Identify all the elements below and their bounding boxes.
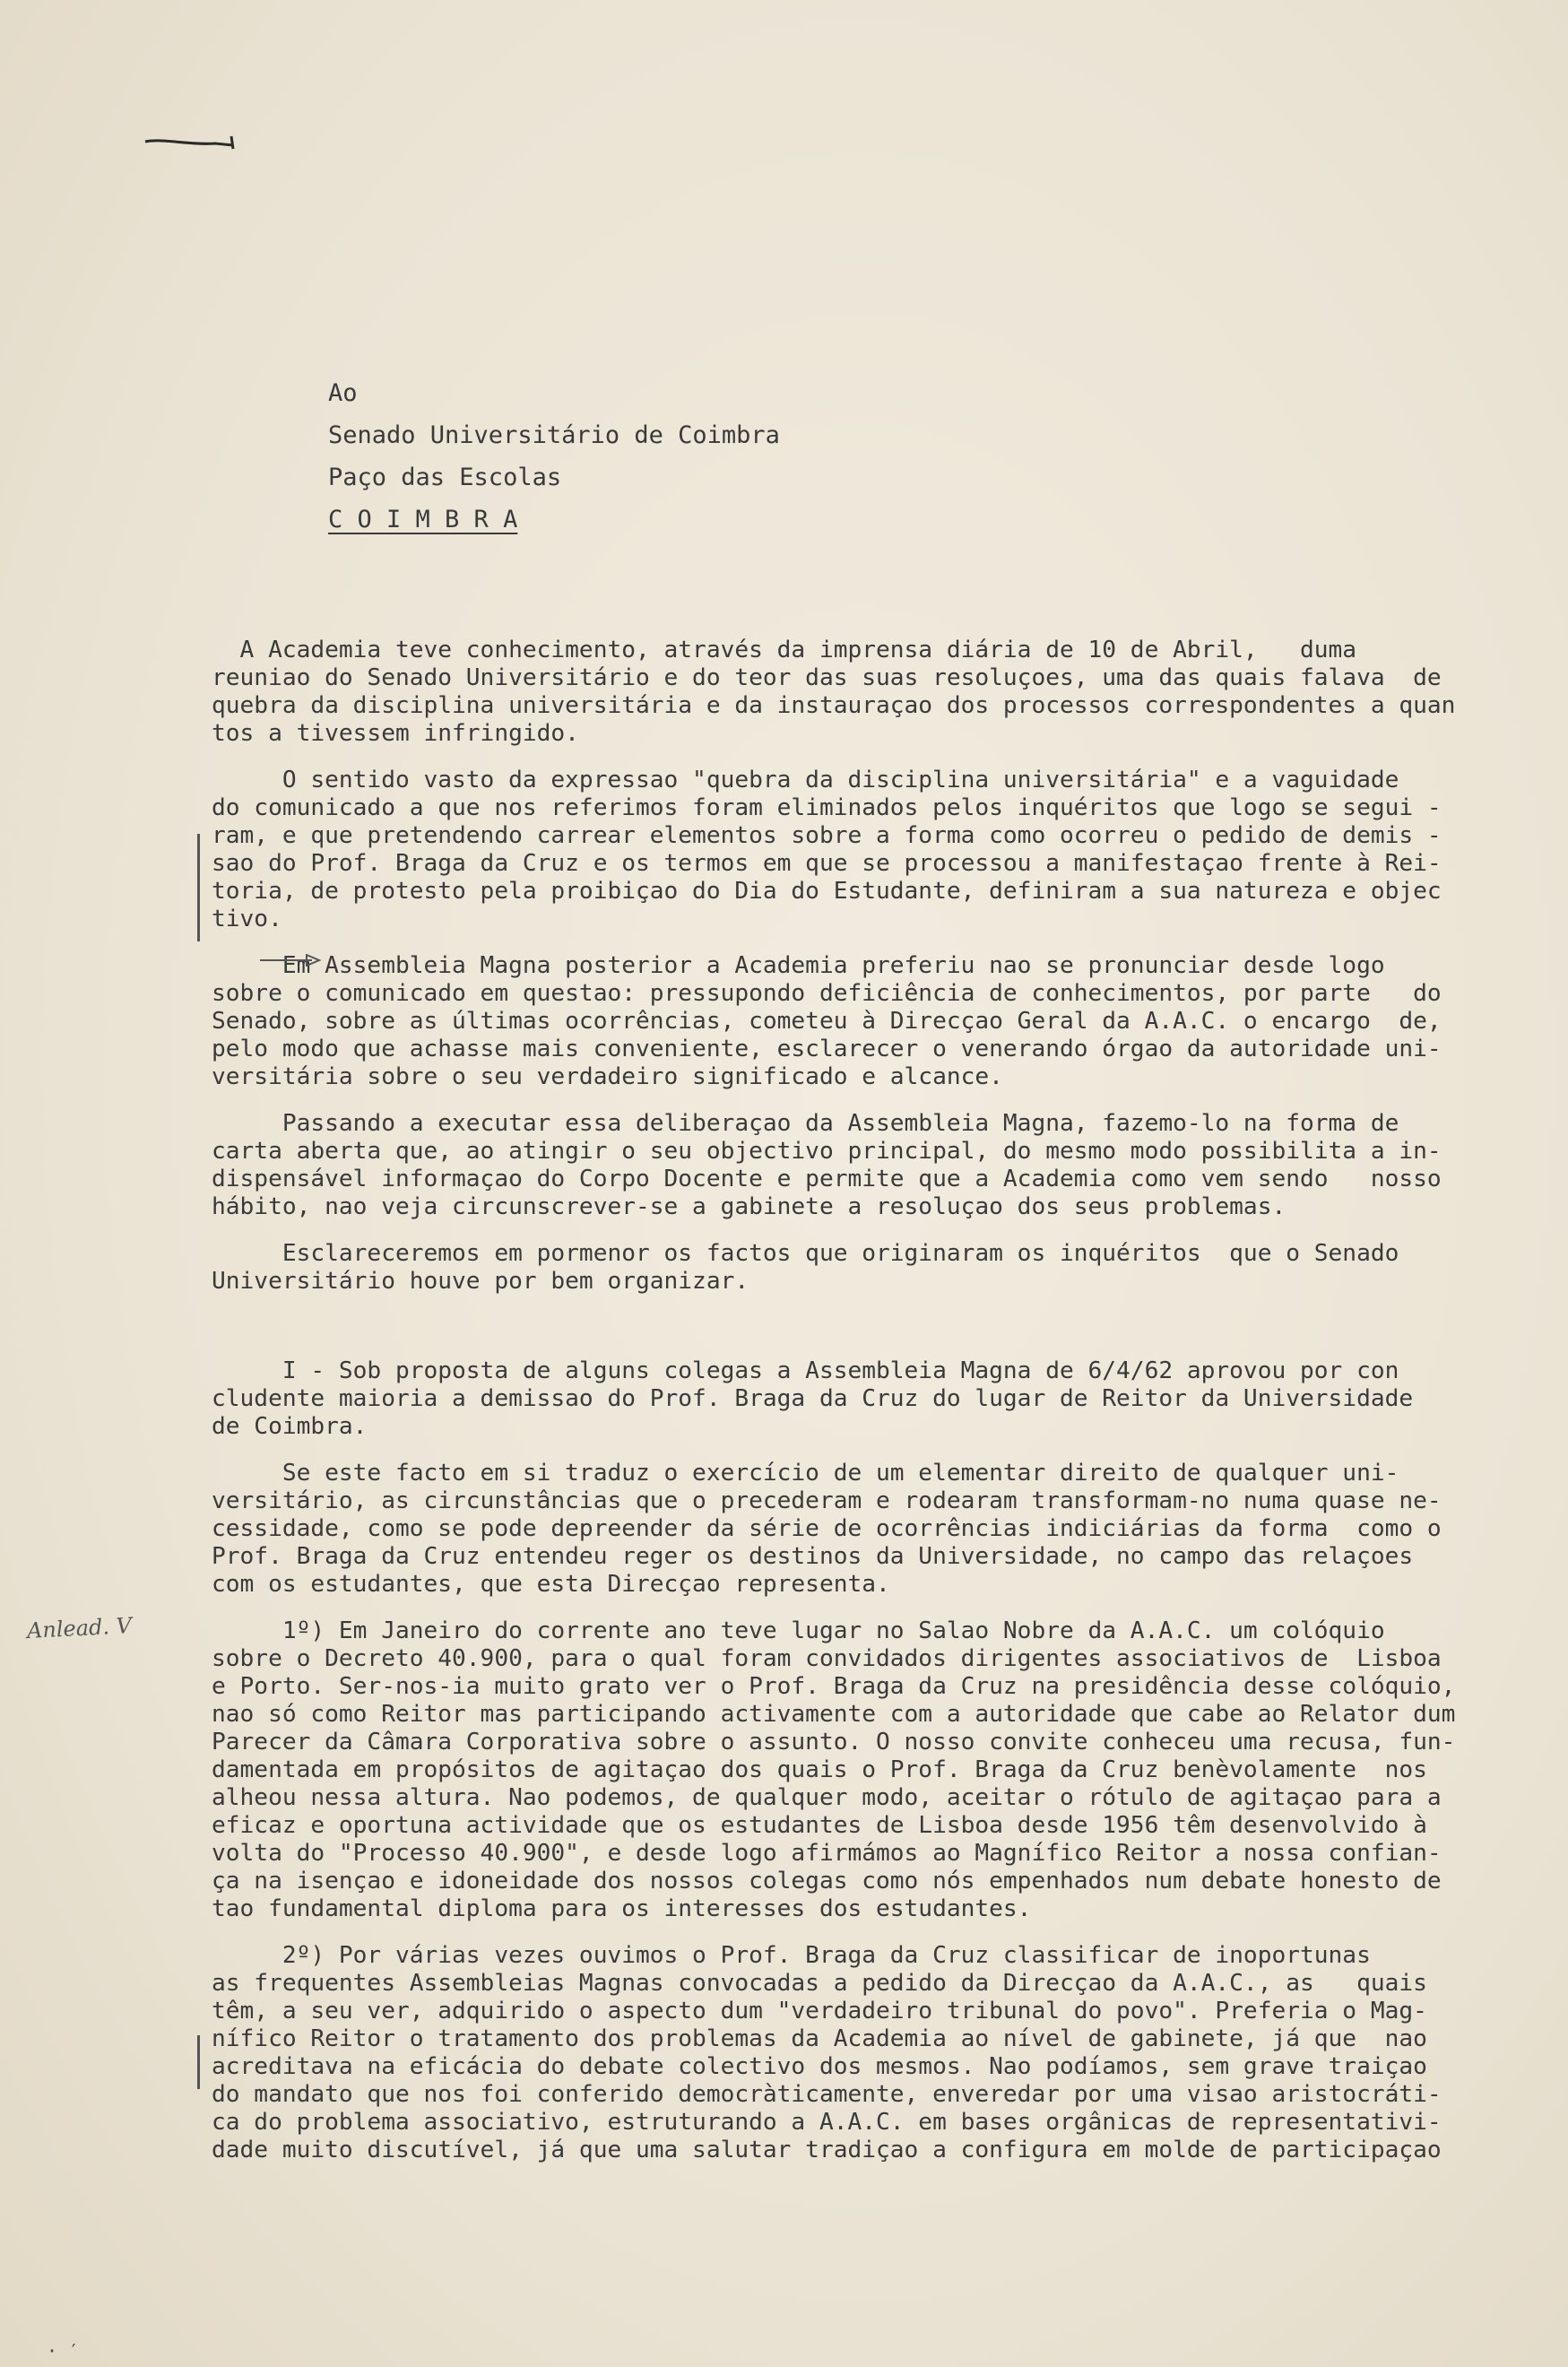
- text-line: Senado, sobre as últimas ocorrências, cometeu à Direcçao Geral da A.A.C. o encargo de,: [212, 1008, 1442, 1035]
- ink-mark: [143, 134, 238, 151]
- paragraph: [212, 1110, 1449, 1221]
- paragraph: [212, 952, 1449, 1091]
- paragraph: [212, 1617, 1456, 1923]
- text-line: sobre o Decreto 40.900, para o qual foram convidados dirigentes associativos de Lisboa: [212, 1645, 1442, 1672]
- text-line: damentada em propósitos de agitaçao dos quais o Prof. Braga da Cruz benèvolamente nos: [212, 1756, 1427, 1783]
- text-line: versitária sobre o seu verdadeiro significado e alcance.: [212, 1063, 1003, 1090]
- text-line: reuniao do Senado Universitário e do teor das suas resoluçoes, uma das quais falava de: [212, 664, 1442, 691]
- paragraph: [212, 637, 1456, 748]
- text-line: ça na isençao e idoneidade dos nossos colegas como nós empenhados num debate honesto de: [212, 1868, 1442, 1894]
- text-line: hábito, nao veja circunscrever-se a gabinete a resoluçao dos seus problemas.: [212, 1193, 1286, 1220]
- text-line: com os estudantes, que esta Direcçao representa.: [212, 1571, 890, 1598]
- text-line: Esclareceremos em pormenor os factos que originaram os inquéritos que o Senado: [212, 1240, 1399, 1267]
- text-line: versitário, as circunstâncias que o precederam e rodearam transformam-no numa quase ne-: [212, 1487, 1442, 1514]
- address-city: C O I M B R A: [328, 506, 518, 533]
- recipient-address: [328, 372, 780, 541]
- margin-bracket: [197, 834, 200, 941]
- text-line: sao do Prof. Braga da Cruz e os termos em que se processou a manifestaçao frente à Rei-: [212, 850, 1442, 877]
- text-line: carta aberta que, ao atingir o seu objectivo principal, do mesmo modo possibilita a in-: [212, 1138, 1442, 1165]
- arrow-icon: [260, 954, 323, 967]
- text-line: 2º) Por várias vezes ouvimos o Prof. Braga da Cruz classificar de inoportunas: [212, 1942, 1371, 1969]
- text-line: eficaz e oportuna actividade que os estudantes de Lisboa desde 1956 têm desenvolvido à: [212, 1812, 1427, 1839]
- text-line: dispensável informaçao do Corpo Docente e permite que a Academia como vem sendo nosso: [212, 1166, 1442, 1192]
- text-line: I - Sob proposta de alguns colegas a Assembleia Magna de 6/4/62 aprovou por con: [212, 1357, 1399, 1384]
- text-line: tos a tivessem infringido.: [212, 720, 579, 747]
- text-line: volta do "Processo 40.900", e desde logo afirmámos ao Magnífico Reitor a nossa confian-: [212, 1840, 1442, 1867]
- text-line: ram, e que pretendendo carrear elementos sobre a forma como ocorreu o pedido de demis -: [212, 822, 1442, 849]
- text-line: tao fundamental diploma para os interesses dos estudantes.: [212, 1895, 1032, 1922]
- text-line: pelo modo que achasse mais conveniente, esclarecer o venerando órgao da autoridade uni-: [212, 1036, 1442, 1062]
- text-line: O sentido vasto da expressao "quebra da disciplina universitária" e a vaguidade: [212, 767, 1399, 793]
- text-line: Passando a executar essa deliberaçao da Assembleia Magna, fazemo-lo na forma de: [212, 1110, 1399, 1137]
- text-line: do mandato que nos foi conferido democràticamente, enveredar por uma visao aristocráti-: [212, 2081, 1442, 2108]
- ink-dot: · ′: [47, 2340, 80, 2362]
- text-line: têm, a seu ver, adquirido o aspecto dum "verdadeiro tribunal do povo". Preferia o Mag-: [212, 1998, 1427, 2025]
- text-line: tivo.: [212, 906, 282, 932]
- text-line: cessidade, como se pode depreender da série de ocorrências indiciárias da forma como o: [212, 1515, 1442, 1542]
- address-line: Senado Universitário de Coimbra: [328, 421, 780, 449]
- text-line: nao só como Reitor mas participando activamente com a autoridade que cabe ao Relator dum: [212, 1701, 1456, 1728]
- text-line: sobre o comunicado em questao: pressupondo deficiência de conhecimentos, por parte do: [212, 980, 1442, 1007]
- text-line: alheou nessa altura. Nao podemos, de qualquer modo, aceitar o rótulo de agitaçao para a: [212, 1784, 1442, 1811]
- paragraph: [212, 1357, 1449, 1441]
- address-line: Ao: [328, 379, 358, 407]
- letter-body: [212, 637, 1456, 2183]
- text-line: dade muito discutível, já que uma salutar tradiçao a configura em molde de participaçao: [212, 2137, 1442, 2163]
- address-line: Paço das Escolas: [328, 464, 562, 491]
- handwritten-margin-note: Anlead. V: [26, 1612, 133, 1644]
- text-line: do comunicado a que nos referimos foram eliminados pelos inquéritos que logo se segui -: [212, 794, 1442, 821]
- paragraph: [212, 1942, 1449, 2164]
- text-line: Prof. Braga da Cruz entendeu reger os destinos da Universidade, no campo das relaçoes: [212, 1543, 1414, 1570]
- text-line: 1º) Em Janeiro do corrente ano teve lugar no Salao Nobre da A.A.C. um colóquio: [212, 1617, 1385, 1644]
- text-line: A Academia teve conhecimento, através da imprensa diária de 10 de Abril, duma: [212, 637, 1357, 663]
- text-line: quebra da disciplina universitária e da instauraçao dos processos correspondentes a quan: [212, 692, 1456, 719]
- text-line: acreditava na eficácia do debate colectivo dos mesmos. Nao podíamos, sem grave traiçao: [212, 2053, 1427, 2080]
- paragraph: [212, 1460, 1449, 1599]
- margin-bracket: [197, 2035, 200, 2089]
- text-line: e Porto. Ser-nos-ia muito grato ver o Prof. Braga da Cruz na presidência desse colóquio,: [212, 1673, 1456, 1700]
- text-line: nífico Reitor o tratamento dos problemas da Academia ao nível de gabinete, já que nao: [212, 2025, 1427, 2052]
- text-line: de Coimbra.: [212, 1413, 368, 1440]
- text-line: Se este facto em si traduz o exercício de um elementar direito de qualquer uni-: [212, 1460, 1399, 1487]
- text-line: cludente maioria a demissao do Prof. Braga da Cruz do lugar de Reitor da Universidade: [212, 1385, 1414, 1412]
- text-line: Em Assembleia Magna posterior a Academia preferiu nao se pronunciar desde logo: [212, 952, 1385, 979]
- paragraph: [212, 1240, 1449, 1296]
- text-line: toria, de protesto pela proibiçao do Dia do Estudante, definiram a sua natureza e objec: [212, 878, 1442, 905]
- text-line: ca do problema associativo, estruturando a A.A.C. em bases orgânicas de representativi-: [212, 2109, 1442, 2136]
- paragraph: [212, 767, 1449, 933]
- text-line: as frequentes Assembleias Magnas convocadas a pedido da Direcçao da A.A.C., as quais: [212, 1970, 1427, 1997]
- text-line: Parecer da Câmara Corporativa sobre o assunto. O nosso convite conheceu uma recusa, fun-: [212, 1729, 1456, 1756]
- text-line: Universitário houve por bem organizar.: [212, 1268, 749, 1295]
